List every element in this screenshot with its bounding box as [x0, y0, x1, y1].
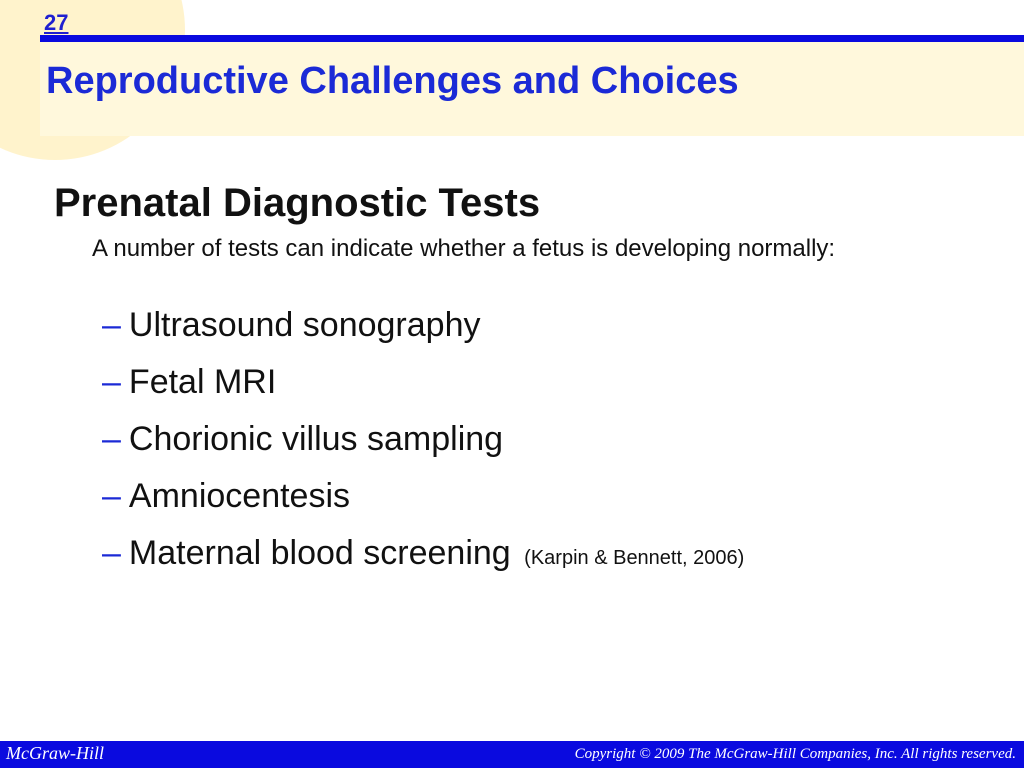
test-list [102, 301, 744, 586]
list-item-text: Chorionic villus sampling [128, 420, 504, 458]
citation: (Karpin & Bennett, 2006) [524, 547, 745, 569]
footer-bar [0, 741, 1024, 768]
section-heading: Prenatal Diagnostic Tests [54, 181, 541, 225]
copyright-notice: Copyright © 2009 The McGraw-Hill Companies, Inc. All rights reserved. [574, 746, 1016, 762]
bullet-dash: – [102, 534, 121, 572]
list-item-text: Amniocentesis [128, 477, 351, 515]
list-item [102, 415, 744, 472]
slide-title: Reproductive Challenges and Choices [46, 60, 739, 102]
publisher-name: McGraw-Hill [6, 743, 104, 763]
bullet-dash: – [102, 420, 121, 458]
list-item [102, 472, 744, 529]
slide-number: 27 [44, 10, 69, 35]
bullet-dash: – [102, 477, 121, 515]
bullet-dash: – [102, 306, 121, 344]
list-item [102, 529, 744, 586]
list-item-text: Maternal blood screening [128, 534, 511, 572]
list-item-text: Fetal MRI [128, 363, 277, 401]
list-item-text: Ultrasound sonography [128, 306, 481, 344]
intro-text: A number of tests can indicate whether a fetus is developing normally: [92, 235, 836, 262]
bullet-dash: – [102, 363, 121, 401]
title-rule [40, 35, 1024, 42]
list-item [102, 301, 744, 358]
list-item [102, 358, 744, 415]
